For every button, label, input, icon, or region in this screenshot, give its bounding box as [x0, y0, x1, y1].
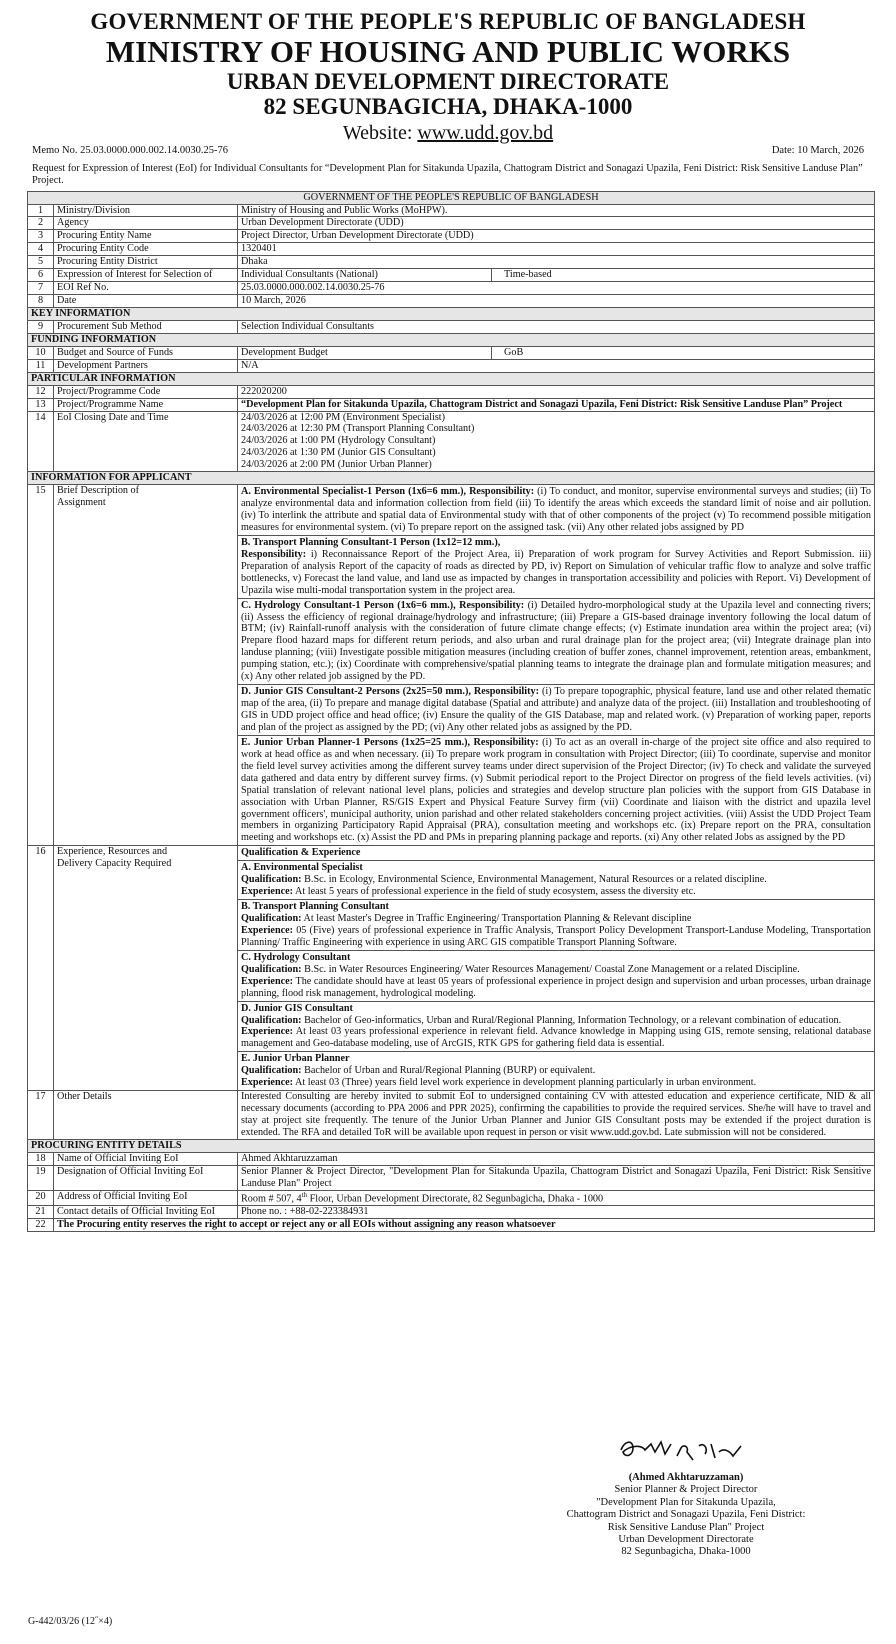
assignment-a-title: A. Environmental Specialist-1 Person (1x6=6 mm.), Responsibility:	[241, 486, 535, 498]
row-label: Project/Programme Code	[54, 385, 238, 398]
experience-label: Experience:	[241, 924, 294, 936]
table-row	[28, 359, 875, 372]
qualification-d-text: Bachelor of Geo-informatics, Urban and Rural/Regional Planning, Information Technology, or a relevant combination of education.	[301, 1014, 842, 1026]
signatory-designation: Senior Planner & Project Director	[614, 1484, 758, 1496]
section-procuring-entity-details: PROCURING ENTITY DETAILS	[28, 1139, 875, 1152]
reservation-clause: The Procuring entity reserves the right to accept or reject any or all EOIs without assigning any reason whatsoever	[54, 1218, 875, 1231]
table-row	[28, 1190, 875, 1205]
row-value: Ahmed Akhtaruzzaman	[238, 1152, 875, 1165]
row-label: Procurement Sub Method	[54, 320, 238, 333]
memo-number: Memo No. 25.03.0000.000.002.14.0030.25-76	[32, 144, 228, 156]
section-header-row	[28, 333, 875, 346]
website-label: Website:	[342, 121, 418, 144]
row-number: 20	[28, 1190, 54, 1205]
row-value: Dhaka	[238, 256, 875, 269]
row-value: Senior Planner & Project Director, "Development Plan for Sitakunda Upazila, Chattogram District and Sonagazi Upazila, Feni District: Risk Sensitive Landuse Plan" Project	[238, 1165, 875, 1190]
row-label: Designation of Official Inviting EoI	[54, 1165, 238, 1190]
table-row	[28, 295, 875, 308]
qualification-c	[238, 950, 874, 1001]
assignment-b	[238, 535, 874, 598]
row-number: 3	[28, 230, 54, 243]
closing-time: 24/03/2026 at 12:00 PM (Environment Specialist)	[241, 411, 446, 423]
closing-times	[238, 411, 875, 472]
assignment-c-body: (i) Detailed hydro-morphological study at the Upazila level and connecting rivers; (ii) Assess the efficiency of regional drainage/hydrology and infrastructure; (iii) Prepare a GIS-based drainage inventory following the local datum of BTM; (iv) Rainfall-runoff analysis with the consideration of future climate change effects; (v) Estimate inundation area within the project area; (vi) Prepare flood hazard maps for different return periods, and also urban and rural drainage plan for the project area; (vii) Integrate drainage plan into landuse planning; (viii) Investigate possible mitigation measures (including creation of buffer zones, channel improvement, retention areas, embankment, pumping station, etc.); (ix) Coordinate with comprehensive/spatial planning teams to integrate the drainage plan and formulate mitigation measures; and (x) Any other related job assigned by the PD.	[241, 599, 871, 683]
row-value: Ministry of Housing and Public Works (MoHPW).	[238, 204, 875, 217]
row-label: Agency	[54, 217, 238, 230]
table-header-row	[28, 191, 875, 204]
eoi-table	[27, 191, 875, 1232]
row-value: Individual Consultants (National)	[238, 269, 492, 282]
qualification-experience	[238, 846, 875, 1091]
assignment-b-body: i) Reconnaissance Report of the Project Area, ii) Preparation of work program for Survey Activities and Report Submission. iii) Preparation of analysis Report of the capacity of roads as directed by PD, iv) Report on Simulation of vehicular traffic flow to analyze and solve traffic bottlenecks, v) Forecast the land value, and land use as impacted by changes in transportation accessibility and policies with Report. Vi) Development of Upazila wise multi-modal transportation system in the project area.	[241, 548, 871, 596]
assignment-d-body: (i) To prepare topographic, physical feature, land use and other related thematic map of the area, (ii) To prepare and manage digital database (Spatial and attribute) and analyze data of the project. (iii) Installation and troubleshooting of GIS in UDD project office and head office; (iv) Ensure the quality of the GIS Database, map and related work. (v) Preparation of working paper, reports and plan of the project as assigned by the PD; (vi) Any other related jobs as assigned by the PD.	[241, 686, 871, 733]
government-heading: GOVERNMENT OF THE PEOPLE'S REPUBLIC OF BANGLADESH	[90, 9, 806, 34]
table-row	[28, 320, 875, 333]
closing-time: 24/03/2026 at 2:00 PM (Junior Urban Planner)	[241, 459, 432, 471]
row-number: 22	[28, 1218, 54, 1231]
row-label: EOI Ref No.	[54, 282, 238, 295]
row-value: N/A	[238, 359, 875, 372]
row-label: Brief Description of Assignment	[54, 485, 238, 846]
row-number: 18	[28, 1152, 54, 1165]
qualification-b-text: At least Master's Degree in Traffic Engineering/ Transportation Planning & Relevant discipline	[301, 913, 692, 925]
table-row	[28, 269, 875, 282]
request-intro: Request for Expression of Interest (EoI) for Individual Consultants for “Development Plan for Sitakunda Upazila, Chattogram District and Sonagazi Upazila, Feni District: Risk Sensitive Landuse Plan” Project.	[32, 162, 863, 186]
signature-block	[566, 1432, 806, 1559]
signatory-project-line: Risk Sensitive Landuse Plan" Project	[607, 1521, 765, 1533]
row-value: Selection Individual Consultants	[238, 320, 875, 333]
table-row	[28, 346, 875, 359]
experience-label: Experience:	[241, 975, 294, 987]
row-value	[238, 1190, 875, 1205]
assignment-a	[238, 485, 874, 535]
section-key-information: KEY INFORMATION	[28, 308, 875, 321]
row-value: Interested Consulting are hereby invited to submit EoI to undersigned containing CV with attested education and experience certificate, NID & all necessary documents (according to PPA 2006 and PPR 2025), confirming the capabilities to provide the required services. She/he will have to travel and stay at project site frequently. The tenure of the Junior Urban Planner and Junior GIS Consultant posts may be extended if the project duration is extended. The RFA and detailed ToR will be available upon request in person or visit www.udd.gov.bd. Late submission will not be considered.	[238, 1091, 875, 1140]
row-label: Budget and Source of Funds	[54, 346, 238, 359]
table-row	[28, 282, 875, 295]
notice-date: Date: 10 March, 2026	[771, 144, 864, 156]
assignment-e-title: E. Junior Urban Planner-1 Persons (1x25=25 mm.), Responsibility:	[241, 736, 539, 748]
table-row	[28, 1206, 875, 1219]
address-superscript: th	[301, 1190, 308, 1199]
qualification-c-text: B.Sc. in Water Resources Engineering/ Water Resources Management/ Coastal Zone Management or a related Discipline.	[301, 963, 800, 975]
assignment-descriptions	[238, 485, 875, 846]
row-label: Address of Official Inviting EoI	[54, 1190, 238, 1205]
qualification-label: Qualification:	[241, 913, 302, 925]
row-number: 10	[28, 346, 54, 359]
assignment-b-title: B. Transport Planning Consultant-1 Person (1x12=12 mm.),	[241, 536, 501, 548]
qualification-a-title: A. Environmental Specialist	[241, 862, 363, 874]
assignment-d-title: D. Junior GIS Consultant-2 Persons (2x25=50 mm.), Responsibility:	[241, 686, 539, 698]
row-number: 13	[28, 398, 54, 411]
address-heading: 82 SEGUNBAGICHA, DHAKA-1000	[263, 94, 633, 120]
section-particular-information: PARTICULAR INFORMATION	[28, 372, 875, 385]
table-row	[28, 1152, 875, 1165]
row-value: 10 March, 2026	[238, 295, 875, 308]
qualification-b-title: B. Transport Planning Consultant	[241, 901, 389, 913]
experience-a-text: At least 5 years of professional experience in the field of study ecosystem, assess the diversity etc.	[293, 886, 696, 898]
address-part: Room # 507, 4	[241, 1193, 302, 1205]
table-row	[28, 1165, 875, 1190]
table-row	[28, 385, 875, 398]
row-label: Name of Official Inviting EoI	[54, 1152, 238, 1165]
experience-e-text: At least 03 (Three) years field level work experience in development planning particularly in urban environment.	[293, 1077, 757, 1089]
row-number: 4	[28, 243, 54, 256]
assignment-e	[238, 735, 874, 845]
section-header-row	[28, 372, 875, 385]
row-value-secondary: Time-based	[492, 269, 875, 282]
row-number: 17	[28, 1091, 54, 1140]
website-line	[0, 122, 896, 145]
row-number: 16	[28, 846, 54, 1091]
row-number: 21	[28, 1206, 54, 1219]
row-label: Procuring Entity District	[54, 256, 238, 269]
table-header: GOVERNMENT OF THE PEOPLE'S REPUBLIC OF BANGLADESH	[28, 191, 875, 204]
row-label: Expression of Interest for Selection of	[54, 269, 238, 282]
table-row	[28, 411, 875, 472]
assignment-d	[238, 685, 874, 736]
directorate-heading: URBAN DEVELOPMENT DIRECTORATE	[226, 69, 670, 95]
row-number: 7	[28, 282, 54, 295]
row-number: 8	[28, 295, 54, 308]
table-row	[28, 846, 875, 1091]
row-label: Date	[54, 295, 238, 308]
section-information-for-applicant: INFORMATION FOR APPLICANT	[28, 472, 875, 485]
assignment-b-resp-label: Responsibility:	[241, 548, 307, 560]
qualification-b	[238, 900, 874, 951]
experience-d-text: At least 03 years professional experience in relevant field. Advance knowledge in Mapping using GIS, remote sensing, relational database management and Geo-database modeling, use of ArcGIS, RTK GPS for gathering field data is essential.	[241, 1026, 871, 1050]
row-label: Project/Programme Name	[54, 398, 238, 411]
row-label: Development Partners	[54, 359, 238, 372]
table-row	[28, 1218, 875, 1231]
publication-code: G-442/03/26 (12˝×4)	[28, 1616, 113, 1627]
memo-date-line	[26, 145, 870, 159]
website-link[interactable]: www.udd.gov.bd	[417, 121, 554, 144]
row-number: 12	[28, 385, 54, 398]
row-number: 19	[28, 1165, 54, 1190]
table-row	[28, 398, 875, 411]
row-label: Procuring Entity Name	[54, 230, 238, 243]
signatory-address: 82 Segunbagicha, Dhaka-1000	[621, 1546, 751, 1558]
experience-label: Experience:	[241, 1026, 294, 1038]
signatory-name: (Ahmed Akhtaruzzaman)	[628, 1472, 744, 1483]
row-number: 5	[28, 256, 54, 269]
assignment-a-body: (i) To conduct, and monitor, supervise environmental surveys and studies; (ii) To analyze environmental data and information collection from field (iii) To identify the areas which exceeds the standard limit of noise and air pollution. (iv) To interlink the attribute and spatial data of Environmental study with that of other components of the project (v) To recommend possible mitigation measures for environmental system. (vi) To prepare report on the assigned task. (vii) Any other related jobs assigned by PD	[241, 486, 871, 533]
row-value: 222020200	[238, 385, 875, 398]
row-value: 1320401	[238, 243, 875, 256]
qualification-c-title: C. Hydrology Consultant	[241, 951, 351, 963]
row-value: Urban Development Directorate (UDD)	[238, 217, 875, 230]
experience-label: Experience:	[241, 886, 294, 898]
row-value: Project Director, Urban Development Directorate (UDD)	[238, 230, 875, 243]
qualification-e	[238, 1052, 874, 1090]
ministry-heading: MINISTRY OF HOUSING AND PUBLIC WORKS	[105, 33, 791, 69]
qualification-a	[238, 861, 874, 900]
row-number: 14	[28, 411, 54, 472]
table-row	[28, 217, 875, 230]
assignment-c	[238, 598, 874, 685]
handwritten-signature	[566, 1432, 806, 1472]
qualification-a-text: B.Sc. in Ecology, Environmental Science, Environmental Management, Natural Resources or a related discipline.	[301, 874, 767, 886]
row-label: Procuring Entity Code	[54, 243, 238, 256]
row-label: Experience, Resources and Delivery Capacity Required	[54, 846, 238, 1091]
qualification-d	[238, 1001, 874, 1052]
row-number: 1	[28, 204, 54, 217]
row-number: 2	[28, 217, 54, 230]
row-value-secondary: GoB	[492, 346, 875, 359]
row-number: 9	[28, 320, 54, 333]
table-row	[28, 1091, 875, 1140]
table-row	[28, 256, 875, 269]
closing-time: 24/03/2026 at 1:30 PM (Junior GIS Consultant)	[241, 447, 436, 459]
table-row	[28, 485, 875, 846]
row-value: 25.03.0000.000.002.14.0030.25-76	[238, 282, 875, 295]
qualification-label: Qualification:	[241, 874, 302, 886]
section-header-row	[28, 1139, 875, 1152]
table-row	[28, 243, 875, 256]
signatory-project-line: "Development Plan for Sitakunda Upazila,	[596, 1496, 776, 1508]
qualification-label: Qualification:	[241, 1014, 302, 1026]
address-part: Floor, Urban Development Directorate, 82 Segunbagicha, Dhaka - 1000	[307, 1193, 604, 1205]
row-label: Other Details	[54, 1091, 238, 1140]
signatory-office: Urban Development Directorate	[618, 1533, 754, 1545]
row-label: EoI Closing Date and Time	[54, 411, 238, 472]
table-row	[28, 230, 875, 243]
qualification-e-text: Bachelor of Urban and Rural/Regional Planning (BURP) or equivalent.	[301, 1065, 596, 1077]
qualification-heading: Qualification & Experience	[238, 846, 874, 860]
row-value: “Development Plan for Sitakunda Upazila, Chattogram District and Sonagazi Upazila, Feni District: Risk Sensitive Landuse Plan” Project	[238, 398, 875, 411]
row-number: 6	[28, 269, 54, 282]
row-value: Development Budget	[238, 346, 492, 359]
signature-icon	[611, 1432, 761, 1472]
row-value: Phone no. : +88-02-223384931	[238, 1206, 875, 1219]
closing-time: 24/03/2026 at 12:30 PM (Transport Planning Consultant)	[241, 423, 475, 435]
signatory-project-line: Chattogram District and Sonagazi Upazila, Feni District:	[566, 1509, 806, 1521]
assignment-c-title: C. Hydrology Consultant-1 Person (1x6=6 mm.), Responsibility:	[241, 599, 525, 611]
qualification-label: Qualification:	[241, 1065, 302, 1077]
section-funding-information: FUNDING INFORMATION	[28, 333, 875, 346]
section-header-row	[28, 308, 875, 321]
experience-label: Experience:	[241, 1077, 294, 1089]
row-number: 15	[28, 485, 54, 846]
qualification-d-title: D. Junior GIS Consultant	[241, 1002, 353, 1014]
row-label: Ministry/Division	[54, 204, 238, 217]
closing-time: 24/03/2026 at 1:00 PM (Hydrology Consultant)	[241, 435, 436, 447]
row-label: Contact details of Official Inviting EoI	[54, 1206, 238, 1219]
row-number: 11	[28, 359, 54, 372]
section-header-row	[28, 472, 875, 485]
assignment-e-body: (i) To act as an overall in-charge of the project site office and also required to work at head office as and when necessary. (ii) To prepare work program in consultation with Project Director; (iii) To coordinate, supervise and monitor the field level survey activities among the different survey teams under direct supervision of the Project Director; (iv) To check and validate the surveyed data gathered and data entry by different survey firms. (v) Submit periodical report to the Project Director on progress of the field levels activities. (vi) Spatial translation of relevant national level plans, policies and strategies and develop structure plan policies with the support from GIS Database in association with Urban Planner, RS/GIS Expert and Physical Feature Survey firm (vii) Coordinate and liaison with the district and upazila level government officers', municipal authority, union parishad and other related stakeholders concerning project activities. (viii) Assist the UDD Project Team members in organizing Participatory Rapid Appraisal (PRA), consultation meeting and workshops etc. (ix) Prepare report on the PRA, consultation meeting and workshops etc. (x) Assist the PD and PMs in preparing planning package and reports. (xi) Any other related Jobs as assigned by the PD	[241, 736, 871, 844]
experience-b-text: 05 (Five) years of professional experience in Traffic Analysis, Transport Policy Development Transport-Landuse Modeling, Transportation Planning/ Traffic Engineering with experience in using ARC GIS compatible Transport Planning Software.	[241, 924, 871, 948]
experience-c-text: The candidate should have at least 05 years of professional experience in project design and supervision and urban processes, urban drainage planning, flood risk management, hydrological modeling.	[241, 975, 871, 999]
qualification-e-title: E. Junior Urban Planner	[241, 1053, 350, 1065]
table-row	[28, 204, 875, 217]
qualification-label: Qualification:	[241, 963, 302, 975]
